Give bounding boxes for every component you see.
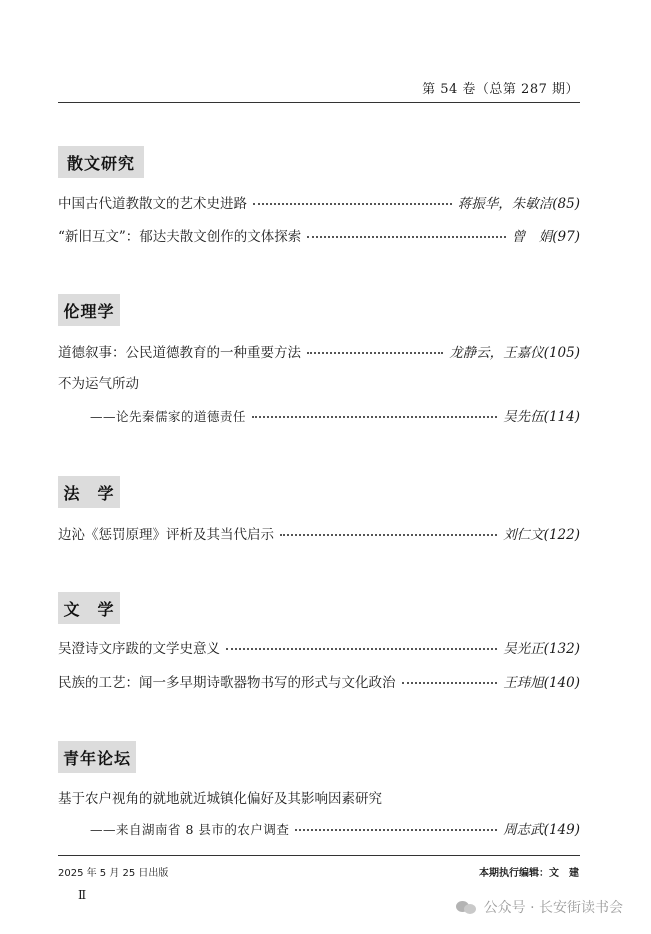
toc-entry[interactable] xyxy=(58,227,580,247)
watermark-text: 公众号 · 长安街读书会 xyxy=(483,900,623,916)
executive-editor: 本期执行编辑：文 建 xyxy=(479,868,579,879)
wechat-icon xyxy=(456,899,478,915)
toc-entry[interactable] xyxy=(58,639,580,659)
footer-divider xyxy=(58,855,580,856)
entry-author: 蒋振华，朱敏洁(85) xyxy=(457,196,580,212)
section-heading-prose: 散文研究 xyxy=(58,146,144,178)
entry-subtitle: ——论先秦儒家的道德责任 xyxy=(90,409,247,424)
entry-title[interactable]: 基于农户视角的就地就近城镇化偏好及其影响因素研究 xyxy=(58,791,382,807)
toc-entry[interactable] xyxy=(58,673,580,693)
leader-dots xyxy=(226,647,497,650)
leader-dots xyxy=(295,828,497,831)
entry-author: 吴先伍(114) xyxy=(503,409,580,425)
publish-date: 2025 年 5 月 25 日出版 xyxy=(58,868,169,879)
entry-author: 龙静云，王嘉仪(105) xyxy=(449,345,580,361)
entry-author: 王玮旭(140) xyxy=(503,675,580,691)
leader-dots xyxy=(280,533,497,536)
toc-entry-subtitle[interactable] xyxy=(90,407,580,427)
entry-title: 民族的工艺：闻一多早期诗歌器物书写的形式与文化政治 xyxy=(58,675,396,691)
entry-author: 吴光正(132) xyxy=(503,641,580,657)
toc-entry-subtitle[interactable] xyxy=(90,820,580,840)
leader-dots xyxy=(307,235,505,238)
toc-entry[interactable] xyxy=(58,194,580,214)
toc-entry[interactable] xyxy=(58,343,580,363)
entry-title: 边沁《惩罚原理》评析及其当代启示 xyxy=(58,527,274,543)
leader-dots xyxy=(307,351,443,354)
header-divider xyxy=(58,102,580,103)
section-heading-youth-forum: 青年论坛 xyxy=(58,741,136,773)
entry-author: 曾 娟(97) xyxy=(511,229,580,245)
section-heading-law: 法 学 xyxy=(58,476,120,508)
issue-label: 第 54 卷（总第 287 期） xyxy=(422,82,579,97)
entry-subtitle: ——来自湖南省 8 县市的农户调查 xyxy=(90,822,290,837)
entry-author: 周志武(149) xyxy=(503,822,580,838)
toc-entry[interactable] xyxy=(58,525,580,545)
section-heading-ethics: 伦理学 xyxy=(58,294,120,326)
entry-title: 吴澄诗文序跋的文学史意义 xyxy=(58,641,220,657)
entry-title: “新旧互文”：郁达夫散文创作的文体探索 xyxy=(58,229,302,245)
page-number: Ⅱ xyxy=(78,888,87,902)
entry-title: 中国古代道教散文的艺术史进路 xyxy=(58,196,247,212)
leader-dots xyxy=(402,681,498,684)
entry-title[interactable]: 不为运气所动 xyxy=(58,376,139,392)
entry-title: 道德叙事：公民道德教育的一种重要方法 xyxy=(58,345,301,361)
section-heading-literature: 文 学 xyxy=(58,592,120,624)
entry-author: 刘仁文(122) xyxy=(503,527,580,543)
leader-dots xyxy=(253,202,452,205)
watermark xyxy=(456,897,623,917)
leader-dots xyxy=(252,415,497,418)
